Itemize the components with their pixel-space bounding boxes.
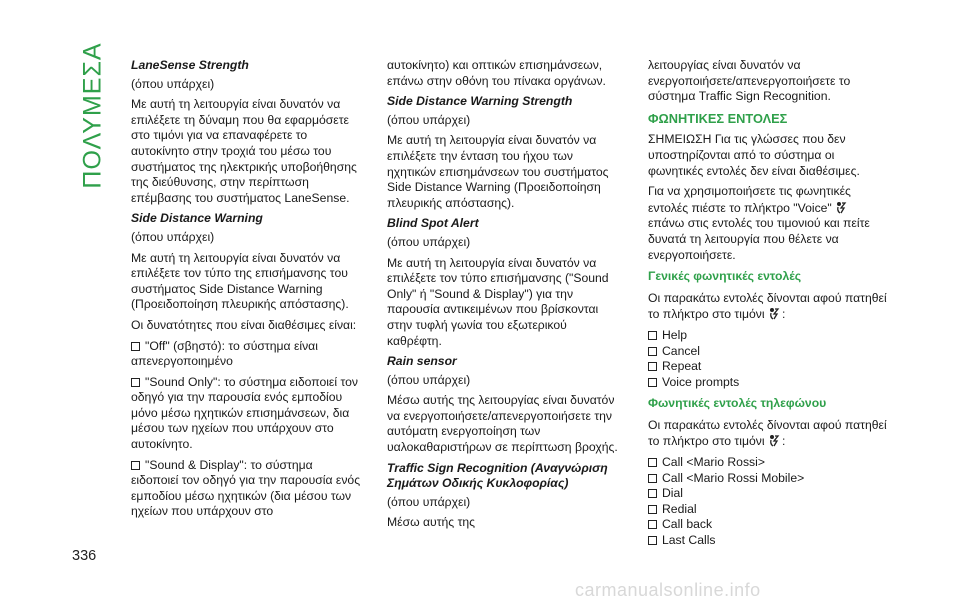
paragraph: Οι παρακάτω εντολές δίνονται αφού πατηθεί το πλήκτρο στο τιμόνι : bbox=[648, 290, 887, 322]
bullet-box-icon bbox=[648, 489, 657, 498]
bullet-box-icon bbox=[131, 342, 140, 351]
rain-sensor-heading: Rain sensor bbox=[387, 354, 457, 369]
list-item: Call back bbox=[648, 517, 888, 533]
list-item: Call <Mario Rossi> bbox=[648, 455, 888, 471]
paragraph: αυτοκίνητο) και οπτικών επισημάνσεων, επάνω στην οθόνη του πίνακα οργάνων. bbox=[387, 58, 606, 88]
option-item: "Sound Only": το σύστημα ειδοποιεί τον οδηγό για την παρουσία ενός εμποδίου μόνο μέσω ηχητικών επισημάνσεων, δια μέσου των ηχείων που υπάρχουν στο αυτοκίνητο. bbox=[131, 374, 358, 452]
blind-spot-heading: Blind Spot Alert bbox=[387, 216, 479, 231]
bullet-box-icon bbox=[648, 536, 657, 545]
side-distance-heading: Side Distance Warning bbox=[131, 211, 263, 226]
general-command-list bbox=[648, 328, 888, 390]
bullet-box-icon bbox=[131, 461, 140, 470]
phone-command-list bbox=[648, 455, 888, 549]
list-item: Last Calls bbox=[648, 533, 888, 549]
column-2 bbox=[387, 58, 625, 536]
list-item: Redial bbox=[648, 502, 888, 518]
paragraph: Μέσω αυτής της λειτουργίας είναι δυνατόν να ενεργοποιήσετε/απενεργοποιήσετε την αυτόματη ενεργοποίηση των υαλοκαθαριστήρων σε περίπτωση βροχής. bbox=[387, 393, 618, 455]
voice-icon bbox=[768, 306, 782, 320]
list-item: Dial bbox=[648, 486, 888, 502]
voice-icon bbox=[768, 433, 782, 447]
paragraph: λειτουργίας είναι δυνατόν να ενεργοποιήσετε/απενεργοποιήσετε το σύστημα Traffic Sign Recognition. bbox=[648, 58, 851, 104]
bullet-box-icon bbox=[648, 362, 657, 371]
paragraph: Με αυτή τη λειτουργία είναι δυνατόν να επιλέξετε την ένταση του ήχου των ηχητικών επισημάνσεων του συστήματος Side Distance Warning (Προειδοποίηση πλευρικής απόστασης). bbox=[387, 133, 609, 210]
bullet-box-icon bbox=[648, 505, 657, 514]
bullet-box-icon bbox=[648, 347, 657, 356]
voice-commands-heading: ΦΩΝΗΤΙΚΕΣ ΕΝΤΟΛΕΣ bbox=[648, 110, 788, 126]
side-distance-strength-heading: Side Distance Warning Strength bbox=[387, 94, 573, 109]
list-item: Call <Mario Rossi Mobile> bbox=[648, 471, 888, 487]
availability-note: (όπου υπάρχει) bbox=[131, 229, 215, 244]
lanesense-heading: LaneSense Strength bbox=[131, 58, 249, 72]
traffic-sign-heading: Traffic Sign Recognition (Αναγνώριση Σημάτων Οδικής Κυκλοφορίας) bbox=[387, 460, 608, 491]
paragraph: Με αυτή τη λειτουργία είναι δυνατόν να επιλέξετε τον τύπο επισήμανσης ("Sound Only" ή "Sound & Display") για την παρουσία αντικειμένων που βρίσκονται στην τυφλή γωνία του εξωτερικού καθρέφτη. bbox=[387, 255, 609, 348]
list-item: Help bbox=[648, 328, 888, 344]
option-item: "Off" (σβηστό): το σύστημα είναι απενεργοποιημένο bbox=[131, 338, 318, 369]
paragraph: Με αυτή τη λειτουργία είναι δυνατόν να επιλέξετε τη δύναμη που θα εφαρμόσετε στο τιμόνι για να επαναφέρετε το αυτοκίνητο στην τροχιά του μέσω του συστήματος της ηλεκτρικής υποβοήθησης της διεύθυνσης, στην περίπτωση επέμβασης του συστήματος LaneSense. bbox=[131, 97, 357, 205]
section-title: ΠΟΛΥΜΕΣΑ bbox=[78, 41, 107, 189]
bullet-box-icon bbox=[648, 331, 657, 340]
phone-commands-heading: Φωνητικές εντολές τηλεφώνου bbox=[648, 396, 827, 411]
paragraph: Μέσω αυτής της bbox=[387, 515, 476, 530]
availability-note: (όπου υπάρχει) bbox=[387, 372, 471, 387]
paragraph: Οι δυνατότητες που είναι διαθέσιμες είναι: bbox=[131, 317, 357, 332]
availability-note: (όπου υπάρχει) bbox=[387, 234, 471, 249]
list-item: Cancel bbox=[648, 344, 888, 360]
paragraph: Για να χρησιμοποιήσετε τις φωνητικές εντολές πιέστε το πλήκτρο "Voice" επάνω στις εντολές του τιμονιού και πείτε δυνατά τη λειτουργία που θέλετε να ενεργοποιήσετε. bbox=[648, 184, 870, 262]
voice-icon bbox=[835, 200, 849, 214]
availability-note: (όπου υπάρχει) bbox=[131, 76, 215, 91]
list-item: Voice prompts bbox=[648, 375, 888, 391]
bullet-box-icon bbox=[648, 378, 657, 387]
bullet-box-icon bbox=[648, 520, 657, 529]
column-1 bbox=[131, 58, 363, 525]
list-item: Repeat bbox=[648, 359, 888, 375]
paragraph: Οι παρακάτω εντολές δίνονται αφού πατηθεί το πλήκτρο στο τιμόνι : bbox=[648, 417, 887, 449]
note-paragraph: ΣΗΜΕΙΩΣΗ Για τις γλώσσες που δεν υποστηρίζονται από το σύστημα οι φωνητικές εντολές δεν είναι διαθέσιμες. bbox=[648, 132, 860, 178]
bullet-box-icon bbox=[131, 378, 140, 387]
page-number: 336 bbox=[72, 548, 97, 564]
availability-note: (όπου υπάρχει) bbox=[387, 494, 471, 509]
watermark: carmanualsonline.info bbox=[575, 580, 761, 600]
bullet-box-icon bbox=[648, 474, 657, 483]
bullet-box-icon bbox=[648, 458, 657, 467]
option-item: "Sound & Display": το σύστημα ειδοποιεί τον οδηγό για την παρουσία ενός εμποδίου μέσω ηχητικών (δια μέσου των ηχείων που υπάρχουν στο bbox=[131, 457, 361, 519]
column-3 bbox=[648, 58, 888, 549]
paragraph: Με αυτή τη λειτουργία είναι δυνατόν να επιλέξετε τον τύπο της επισήμανσης του συστήματος Side Distance Warning (Προειδοποίηση πλευρικής απόστασης). bbox=[131, 250, 349, 312]
general-commands-heading: Γενικές φωνητικές εντολές bbox=[648, 269, 802, 284]
availability-note: (όπου υπάρχει) bbox=[387, 112, 471, 127]
